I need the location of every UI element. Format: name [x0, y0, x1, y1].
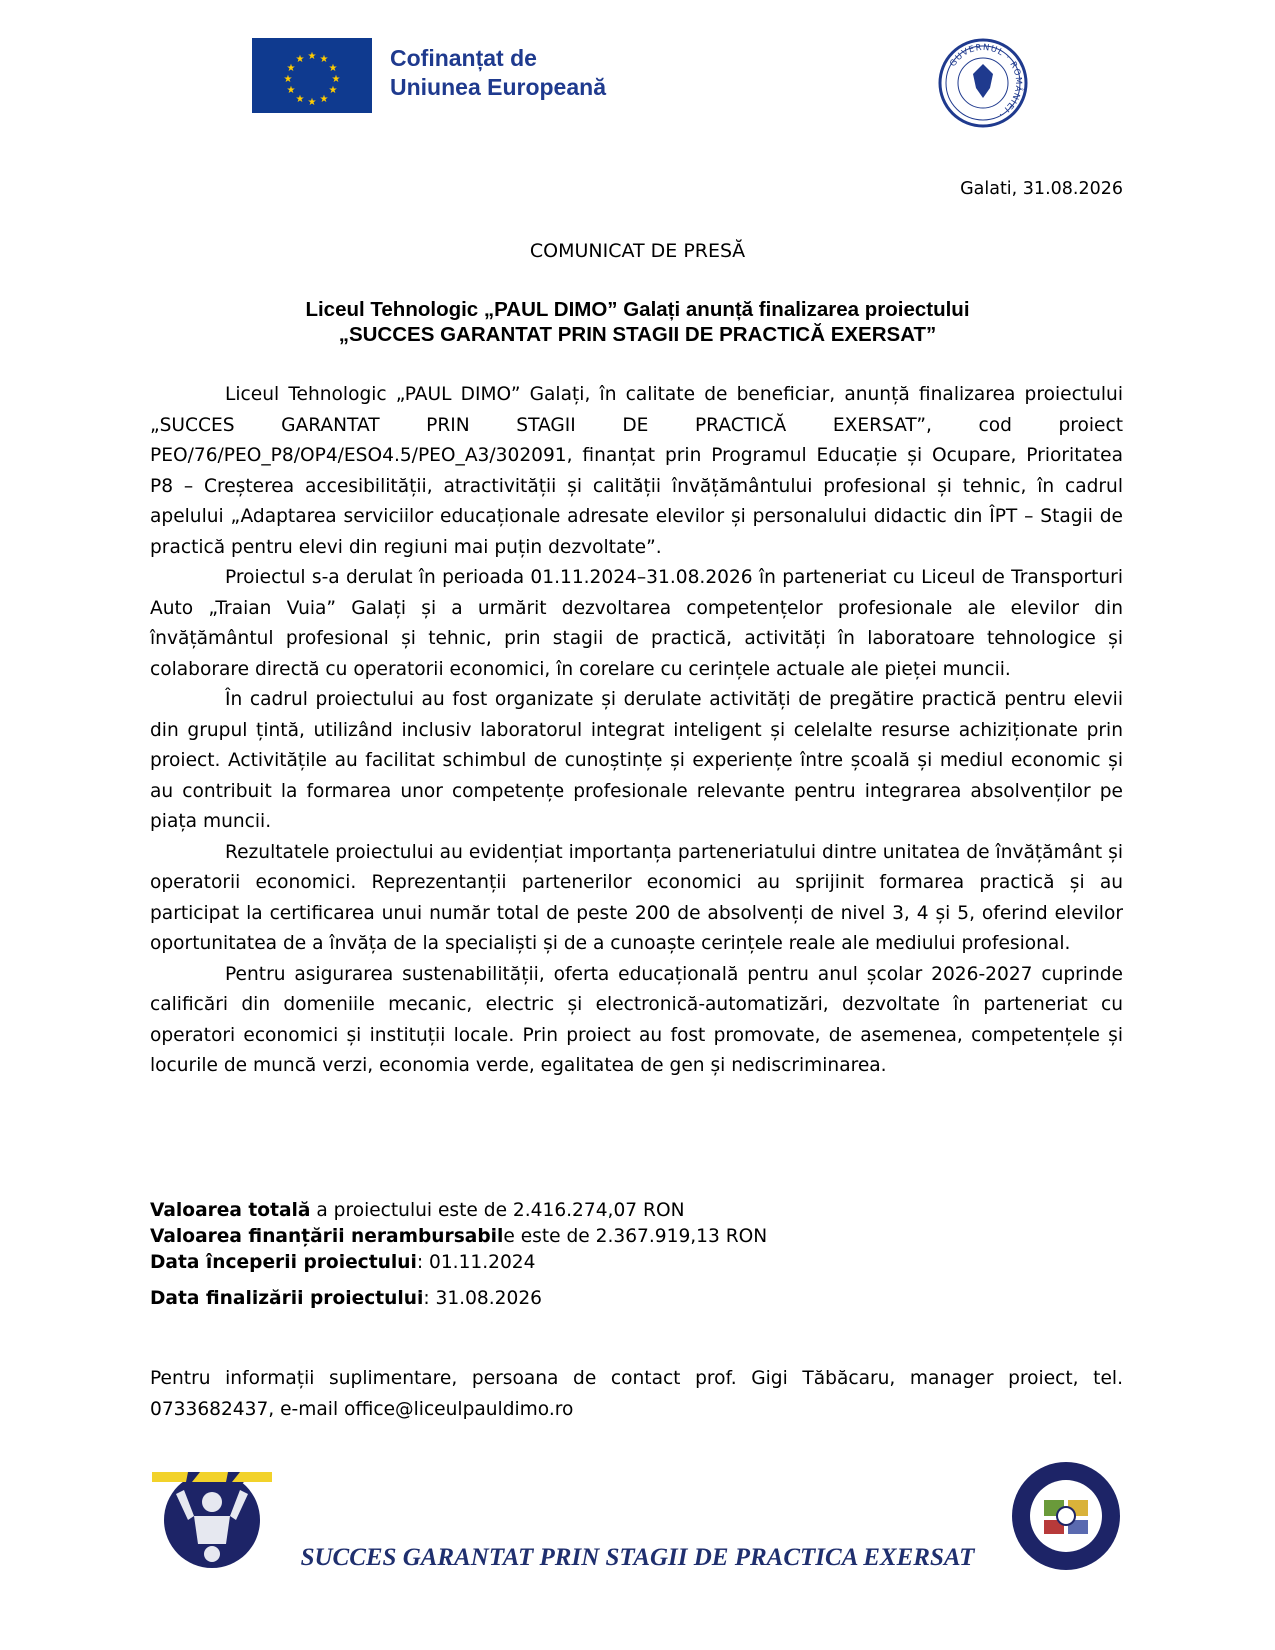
government-seal-logo — [938, 38, 1028, 128]
end-date-line — [150, 1286, 767, 1312]
svg-text:★: ★ — [307, 97, 317, 108]
nonrefundable-value-label: Valoarea finanțării nerambursabil — [150, 1226, 504, 1247]
start-date-text: : 01.11.2024 — [416, 1252, 536, 1273]
svg-text:★: ★ — [307, 51, 317, 62]
total-value-line — [150, 1198, 767, 1224]
body-paragraph: Pentru asigurarea sustenabilității, oferta educațională pentru anul școlar 2026-2027 cuprinde calificări din domeniile mecanic, electric și electronică-automatizări, dezvoltate în parteneriat cu operatori economici și instituții locale. Prin proiect au fost promovate, de asemenea, competențele și locurile de muncă verzi, economia verde, egalitatea de gen și nediscriminarea. — [150, 963, 1123, 1076]
end-date-text: : 31.08.2026 — [423, 1288, 542, 1309]
end-date-label: Data finalizării proiectului — [150, 1288, 424, 1309]
document-date: Galati, 31.08.2026 — [960, 179, 1123, 199]
svg-text:★: ★ — [331, 74, 341, 85]
eu-stars-icon — [252, 38, 372, 113]
start-date-line — [150, 1250, 767, 1276]
body-paragraph: Liceul Tehnologic „PAUL DIMO” Galați, în calitate de beneficiar, anunță finalizarea proiectului „SUCCES GARANTAT PRIN STAGII DE PRACTICĂ EXERSAT”, cod proiect PEO/76/PEO_P8/OP4/ESO4.5/PEO_A3/302091, finanțat prin Programul Educație și Ocupare, Prioritatea P8 – Creșterea accesibilității, atractivității și calității învățământului profesional și tehnic, în cadrul apelului „Adaptarea serviciilor educaționale adresate elevilor și personalului didactic din ÎPT – Stagii de practică pentru elevi din regiuni mai puțin dezvoltate”. — [150, 384, 1123, 558]
total-value-text: a proiectului este de 2.416.274,07 RON — [310, 1200, 685, 1221]
subtitle-line-2: „SUCCES GARANTAT PRIN STAGII DE PRACTICĂ EXERSAT” — [338, 323, 937, 346]
svg-text:★: ★ — [286, 85, 296, 96]
press-release-subtitle — [0, 297, 1275, 347]
eu-flag-logo — [252, 38, 372, 113]
press-release-body — [150, 380, 1123, 1082]
start-date-label: Data începerii proiectului — [150, 1252, 417, 1273]
svg-text:★: ★ — [319, 94, 329, 105]
eu-line-2: Uniunea Europeană — [390, 74, 606, 100]
eu-cofinancing-text — [390, 44, 606, 102]
body-paragraph: În cadrul proiectului au fost organizate și derulate activități de pregătire practică pentru elevii din grupul țintă, utilizând inclusiv laboratorul integrat inteligent și celelalte resurse achiziționate prin proiect. Activitățile au facilitat schimbul de cunoștințe și experiențe între școală și mediul economic și au contribuit la formarea unor competențe profesionale relevante pentru integrarea absolvenților pe piața muncii. — [150, 689, 1123, 832]
svg-text:★: ★ — [295, 54, 305, 65]
svg-text:GUVERNUL · ROMÂNIEI ·: GUVERNUL · ROMÂNIEI · — [948, 42, 1024, 120]
svg-text:★: ★ — [295, 94, 305, 105]
svg-text:★: ★ — [319, 54, 329, 65]
footer-slogan: SUCCES GARANTAT PRIN STAGII DE PRACTICA EXERSAT — [300, 1544, 975, 1571]
svg-text:★: ★ — [328, 63, 338, 74]
total-value-label: Valoarea totală — [150, 1200, 311, 1221]
nonrefundable-value-line — [150, 1224, 767, 1250]
svg-text:★: ★ — [286, 63, 296, 74]
nonrefundable-value-text: e este de 2.367.919,13 RON — [503, 1226, 768, 1247]
body-paragraph: Rezultatele proiectului au evidențiat importanța parteneriatului dintre unitatea de învățământ și operatorii economici. Reprezentanții partenerilor economici au sprijinit formarea practică și au participat la certificarea unui număr total de peste 200 de absolvenți de nivel 3, 4 și 5, oferind elevilor oportunitatea de a învăța de la specialiști și de a cunoaște cerințele reale ale mediului profesional. — [150, 841, 1123, 954]
steering-wheel-icon — [1057, 1507, 1075, 1525]
subtitle-line-1: Liceul Tehnologic „PAUL DIMO” Galați anunță finalizarea proiectului — [305, 298, 970, 321]
contact-info: Pentru informații suplimentare, persoana de contact prof. Gigi Tăbăcaru, manager proiect, tel. 0733682437, e-mail office@liceulpauldimo.ro — [150, 1368, 1123, 1420]
eu-line-1: Cofinanțat de — [390, 45, 537, 71]
page-title: COMUNICAT DE PRESĂ — [529, 240, 746, 262]
project-facts — [150, 1198, 767, 1312]
svg-text:★: ★ — [283, 74, 293, 85]
svg-text:★: ★ — [328, 85, 338, 96]
body-paragraph: Proiectul s-a derulat în perioada 01.11.2024–31.08.2026 în parteneriat cu Liceul de Transporturi Auto „Traian Vuia” Galați și a urmărit dezvoltarea competențelor profesionale ale elevilor din învățământul profesional și tehnic, prin stagii de practică, activități în laboratoare tehnologice și colaborare directă cu operatorii economici, în corelare cu cerințele actuale ale pieței muncii. — [150, 567, 1123, 680]
